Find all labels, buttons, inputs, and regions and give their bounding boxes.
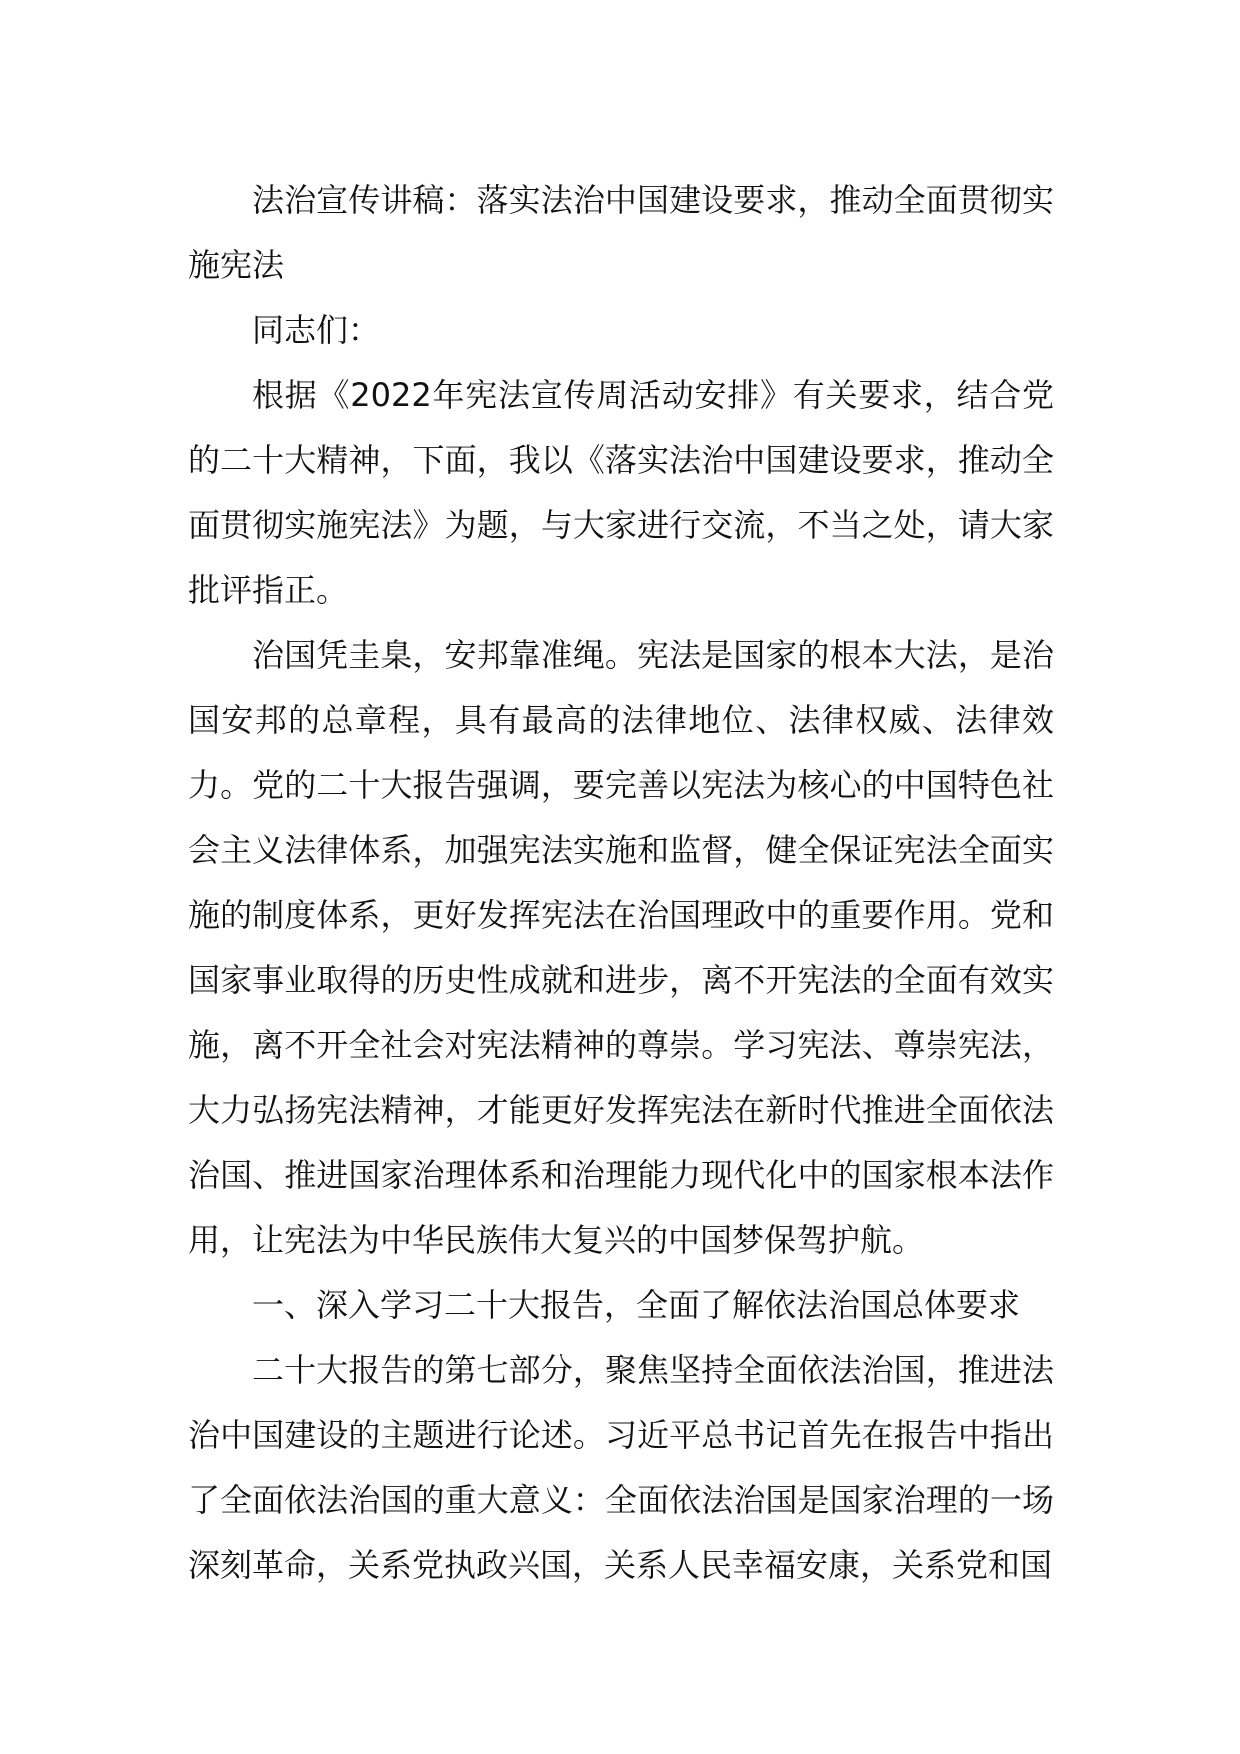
section-heading: 一、深入学习二十大报告，全面了解依法治国总体要求 bbox=[252, 1286, 1021, 1324]
body-paragraph: 治国凭圭臬，安邦靠准绳。宪法是国家的根本大法，是治国安邦的总章程，具有最高的法律地位、法律权威、法律效力。党的二十大报告强调，要完善以宪法为核心的中国特色社会主义法律体系，加强宪法实施和监督，健全保证宪法全面实施的制度体系，更好发挥宪法在治国理政中的重要作用。党和国家事业取得的历史性成就和进步，离不开宪法的全面有效实施，离不开全社会对宪法精神的尊崇。学习宪法、尊崇宪法，大力弘扬宪法精神，才能更好发挥宪法在新时代推进全面依法治国、推进国家治理体系和治理能力现代化中的国家根本法作用，让宪法为中华民族伟大复兴的中国梦保驾护航。 bbox=[188, 636, 1054, 1259]
intro-paragraph: 根据《2022年宪法宣传周活动安排》有关要求，结合党的二十大精神，下面，我以《落实法治中国建设要求，推动全面贯彻实施宪法》为题，与大家进行交流，不当之处，请大家批评指正。 bbox=[188, 376, 1054, 609]
document-body bbox=[188, 168, 1054, 1598]
document-title: 法治宣传讲稿：落实法治中国建设要求，推动全面贯彻实施宪法 bbox=[188, 181, 1054, 284]
greeting: 同志们： bbox=[252, 311, 381, 349]
section-paragraph: 二十大报告的第七部分，聚焦坚持全面依法治国，推进法治中国建设的主题进行论述。习近平总书记首先在报告中指出了全面依法治国的重大意义：全面依法治国是国家治理的一场深刻革命，关系党执政兴国，关系人民幸福安康，关系党和国 bbox=[188, 1351, 1054, 1584]
